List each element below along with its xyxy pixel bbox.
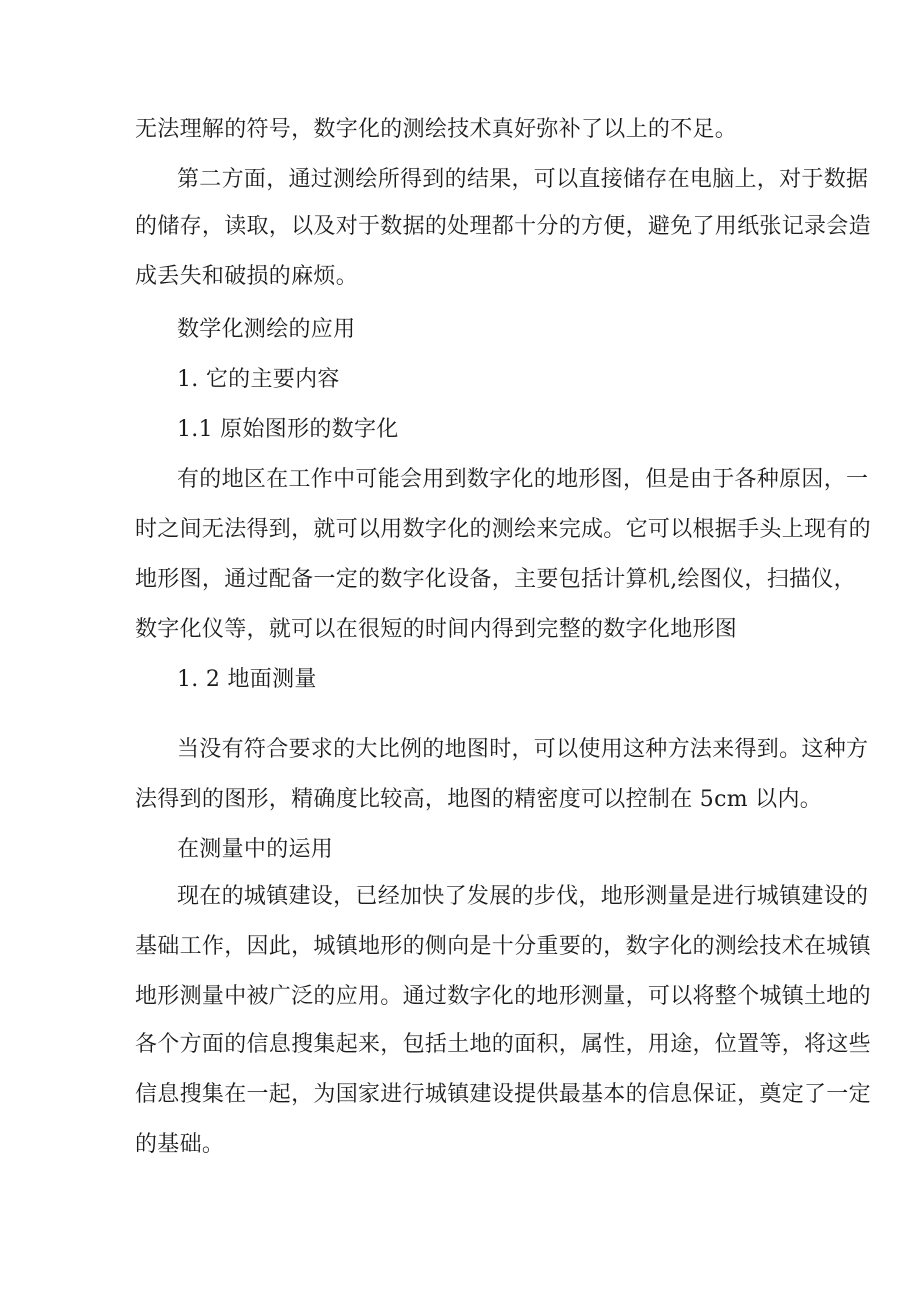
- paragraph-line: 地形测量中被广泛的应用。通过数字化的地形测量，可以将整个城镇土地的: [135, 984, 871, 1009]
- paragraph-line: 有的地区在工作中可能会用到数字化的地形图，但是由于各种原因，一: [177, 467, 869, 492]
- paragraph-line: 现在的城镇建设，已经加快了发展的步伐，地形测量是进行城镇建设的: [177, 884, 869, 909]
- paragraph-line: 基础工作，因此，城镇地形的侧向是十分重要的，数字化的测绘技术在城镇: [135, 934, 871, 959]
- paragraph-line: 时之间无法得到，就可以用数字化的测绘来完成。它可以根据手头上现有的: [135, 517, 871, 542]
- paragraph-line: 的基础。: [135, 1132, 225, 1157]
- paragraph-line: 第二方面，通过测绘所得到的结果，可以直接储存在电脑上，对于数据: [177, 167, 869, 192]
- paragraph-line: 信息搜集在一起，为国家进行城镇建设提供最基本的信息保证，奠定了一定: [135, 1082, 871, 1107]
- section-heading: 1. 它的主要内容: [177, 367, 340, 392]
- paragraph-line: 成丢失和破损的麻烦。: [135, 264, 359, 289]
- paragraph-line: 地形图，通过配备一定的数字化设备，主要包括计算机,绘图仪，扫描仪，: [135, 567, 856, 592]
- subsection-heading: 1. 2 地面测量: [177, 667, 317, 692]
- paragraph-line: 无法理解的符号，数字化的测绘技术真好弥补了以上的不足。: [135, 117, 738, 142]
- paragraph-line: 当没有符合要求的大比例的地图时，可以使用这种方法来得到。这种方: [177, 737, 869, 762]
- section-heading: 数学化测绘的应用: [177, 317, 356, 342]
- paragraph-line: 法得到的图形，精确度比较高，地图的精密度可以控制在 5cm 以内。: [135, 787, 823, 812]
- section-heading: 在测量中的运用: [177, 837, 334, 862]
- paragraph-line: 各个方面的信息搜集起来，包括土地的面积，属性，用途，位置等，将这些: [135, 1032, 871, 1057]
- paragraph-line: 的储存，读取，以及对于数据的处理都十分的方便，避免了用纸张记录会造: [135, 214, 871, 239]
- paragraph-line: 数字化仪等，就可以在很短的时间内得到完整的数字化地形图: [135, 617, 738, 642]
- subsection-heading: 1.1 原始图形的数字化: [177, 417, 399, 442]
